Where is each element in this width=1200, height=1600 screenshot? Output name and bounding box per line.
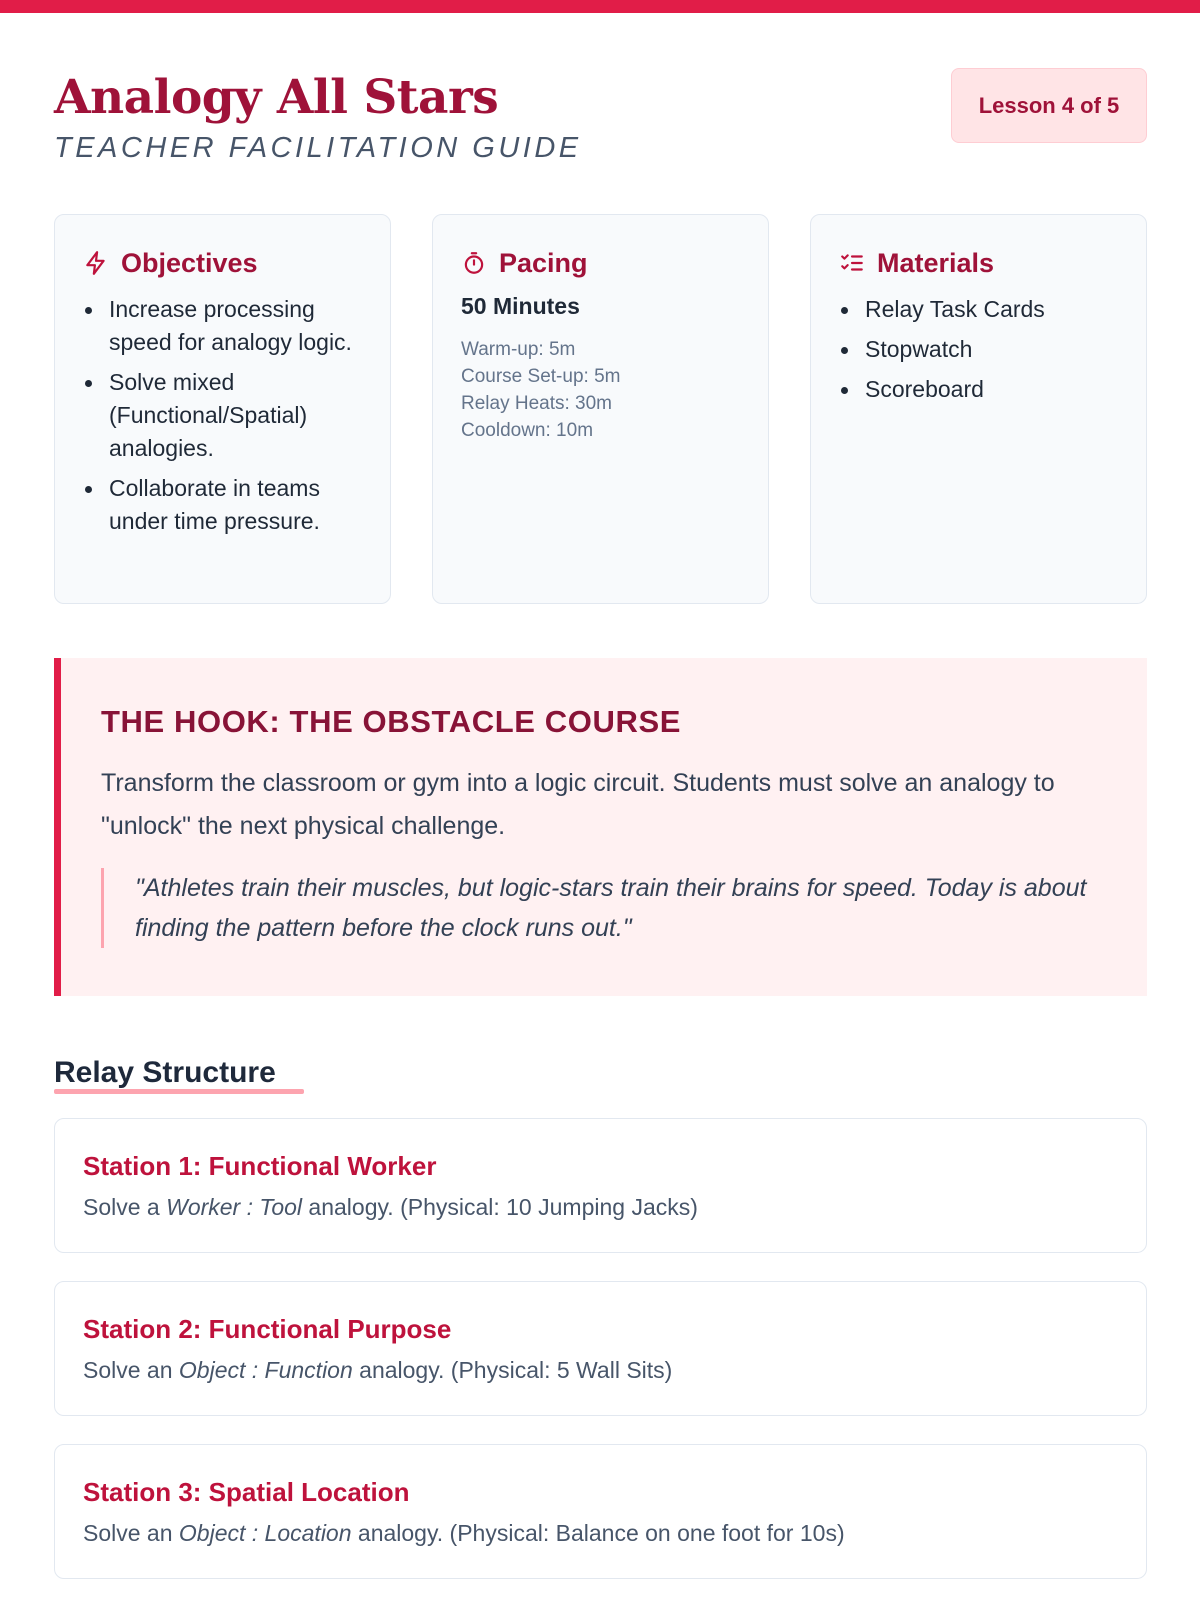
station-card-2	[54, 1281, 1147, 1416]
material-item: Stopwatch	[839, 333, 1120, 366]
station-desc-prefix: Solve an	[83, 1520, 173, 1546]
station-desc-suffix: analogy. (Physical: Balance on one foot for 10s)	[357, 1520, 845, 1546]
station-description	[83, 1353, 1118, 1387]
hook-title: THE HOOK: THE OBSTACLE COURSE	[101, 704, 682, 739]
relay-section-header	[54, 1053, 276, 1095]
overview-cards	[54, 214, 1147, 604]
relay-section-title: Relay Structure	[54, 1056, 276, 1089]
objectives-title: Objectives	[121, 247, 258, 278]
lightning-icon	[83, 250, 109, 276]
page-title: Analogy All Stars	[54, 70, 499, 125]
pacing-card	[432, 214, 769, 604]
station-card-1	[54, 1118, 1147, 1253]
station-desc-prefix: Solve a	[83, 1194, 160, 1220]
station-title: Station 2: Functional Purpose	[83, 1314, 452, 1344]
objective-item: Solve mixed (Functional/Spatial) analogies.	[83, 366, 364, 465]
station-title: Station 1: Functional Worker	[83, 1151, 437, 1181]
pacing-title: Pacing	[499, 247, 588, 278]
material-item: Relay Task Cards	[839, 293, 1120, 326]
pacing-line: Warm-up: 5m	[461, 339, 576, 360]
station-analogy-pattern: Worker : Tool	[166, 1194, 303, 1220]
objective-item: Collaborate in teams under time pressure.	[83, 472, 364, 538]
materials-header	[839, 247, 1120, 279]
pacing-total: 50 Minutes	[461, 293, 580, 319]
pacing-line: Cooldown: 10m	[461, 420, 594, 441]
objectives-card	[54, 214, 391, 604]
timer-icon	[461, 250, 487, 276]
materials-title: Materials	[877, 247, 995, 278]
page-subtitle: TEACHER FACILITATION GUIDE	[54, 132, 582, 164]
materials-card	[810, 214, 1147, 604]
station-description	[83, 1516, 1118, 1550]
station-analogy-pattern: Object : Function	[178, 1357, 353, 1383]
hook-callout	[54, 658, 1147, 996]
station-card-3	[54, 1444, 1147, 1579]
top-accent-bar	[0, 0, 1200, 13]
objective-item: Increase processing speed for analogy logic.	[83, 293, 364, 359]
hook-body: Transform the classroom or gym into a logic circuit. Students must solve an analogy to "unlock" the next physical challenge.	[101, 769, 1055, 840]
materials-list	[839, 293, 1120, 406]
material-item: Scoreboard	[839, 373, 1120, 406]
station-description	[83, 1190, 1118, 1224]
pacing-line: Course Set-up: 5m	[461, 366, 621, 387]
objectives-list	[83, 293, 364, 538]
station-desc-prefix: Solve an	[83, 1357, 173, 1383]
checklist-icon	[839, 250, 865, 276]
station-title: Station 3: Spatial Location	[83, 1477, 410, 1507]
section-underline	[54, 1089, 304, 1094]
lesson-badge: Lesson 4 of 5	[951, 68, 1147, 143]
hook-quote: "Athletes train their muscles, but logic-stars train their brains for speed. Today is about finding the pattern before the clock runs out."	[101, 868, 1107, 948]
page-header	[54, 68, 1147, 178]
station-desc-suffix: analogy. (Physical: 5 Wall Sits)	[359, 1357, 673, 1383]
pacing-header	[461, 247, 742, 279]
station-analogy-pattern: Object : Location	[178, 1520, 352, 1546]
objectives-header	[83, 247, 364, 279]
station-desc-suffix: analogy. (Physical: 10 Jumping Jacks)	[308, 1194, 698, 1220]
pacing-line: Relay Heats: 30m	[461, 393, 613, 414]
